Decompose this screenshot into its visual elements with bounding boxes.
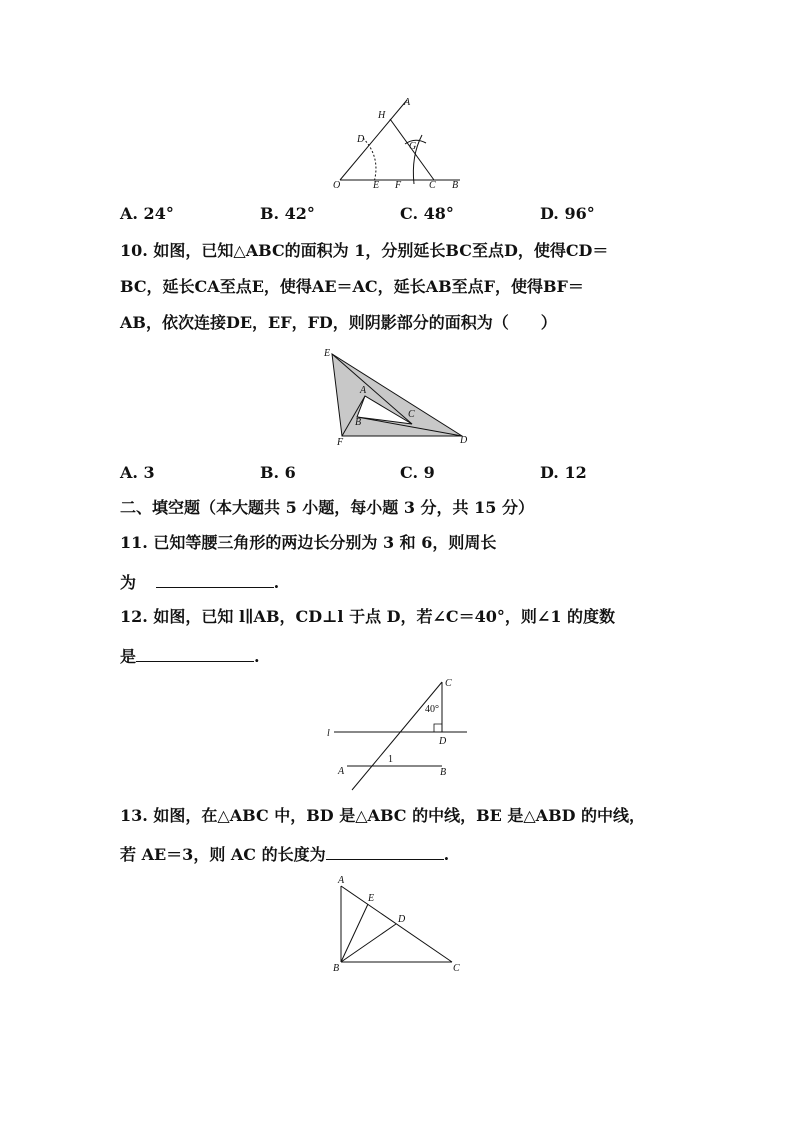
q12-label-c: C (445, 678, 452, 689)
q12-angle-1: 1 (388, 754, 393, 765)
q10-option-d: D. 12 (540, 463, 587, 482)
q12-period: . (254, 647, 260, 666)
q9-label-h: H (378, 110, 386, 121)
q9-label-a: A (404, 97, 411, 108)
q13-label-a: A (338, 875, 345, 886)
q11-answer-blank[interactable] (156, 570, 274, 588)
q13-text-line1: 13. 如图，在△ABC 中，BD 是△ABC 的中线，BE 是△ABD 的中线， (120, 806, 646, 825)
q13-label-d: D (398, 914, 406, 925)
q10-label-d: D (460, 435, 468, 446)
q9-label-d: D (357, 134, 365, 145)
q10-text-line2: BC，延长CA至点E，使得AE＝AC，延长AB至点F，使得BF＝ (120, 277, 584, 296)
q9-option-b: B. 42° (260, 204, 315, 223)
q12-text-line2 (120, 644, 260, 667)
q12-angle-40: 40° (425, 704, 439, 715)
q9-label-b: B (452, 180, 459, 191)
q10-option-b: B. 6 (260, 463, 296, 482)
q12-text-line1: 12. 如图，已知 l∥AB，CD⊥l 于点 D，若∠C＝40°，则∠1 的度数 (120, 607, 616, 626)
q11-period: . (273, 573, 280, 592)
q12-label-b: B (440, 767, 447, 778)
section-heading: 二、填空题（本大题共 5 小题，每小题 3 分，共 15 分） (120, 498, 534, 517)
q13-label-c: C (453, 963, 460, 972)
q9-label-o: O (333, 180, 341, 191)
q10-option-a: A. 3 (120, 463, 155, 482)
q12-label-d: D (439, 736, 447, 747)
q10-label-e: E (324, 348, 331, 359)
q9-label-c: C (429, 180, 436, 191)
q13-text-line2 (120, 842, 449, 865)
q13-line-bd (341, 924, 396, 962)
q9-line-oa (340, 100, 407, 180)
q9-option-a: A. 24° (120, 204, 174, 223)
q11-text-line2 (120, 570, 279, 593)
q10-option-c: C. 9 (400, 463, 435, 482)
q11-text-line1: 11. 已知等腰三角形的两边长分别为 3 和 6，则周长 (120, 533, 497, 552)
q10-shaded-triangle (332, 354, 462, 436)
q10-label-a: A (360, 385, 367, 396)
q12-right-angle-mark (434, 724, 442, 732)
q10-text-line3: AB，依次连接DE，EF，FD，则阴影部分的面积为（ ） (120, 313, 557, 332)
q13-figure (328, 872, 468, 972)
q12-label-l: l (327, 728, 330, 739)
q10-text-line1: 10. 如图，已知△ABC的面积为 1，分别延长BC至点D，使得CD＝ (120, 241, 609, 260)
q10-label-b: B (355, 417, 362, 428)
q9-option-c: C. 48° (400, 204, 454, 223)
q12-figure (322, 674, 472, 794)
q12-label-a: A (338, 766, 345, 777)
q9-option-d: D. 96° (540, 204, 595, 223)
q9-label-f: F (395, 180, 402, 191)
q12-prefix: 是 (120, 647, 137, 666)
q9-label-g: G (409, 141, 417, 152)
q13-label-b: B (333, 963, 340, 972)
q9-figure (325, 92, 470, 192)
q10-label-f: F (337, 437, 344, 447)
q9-label-e: E (373, 180, 380, 191)
q13-period: . (443, 845, 450, 864)
q13-prefix: 若 AE＝3，则 AC 的长度为 (120, 845, 326, 864)
q13-answer-blank[interactable] (326, 842, 444, 860)
q10-figure (320, 342, 475, 447)
q13-line-be (341, 904, 368, 962)
q11-prefix: 为 (120, 573, 137, 592)
q12-answer-blank[interactable] (136, 644, 254, 662)
q10-label-c: C (408, 409, 415, 420)
q12-transversal (352, 682, 442, 790)
q13-label-e: E (368, 893, 375, 904)
